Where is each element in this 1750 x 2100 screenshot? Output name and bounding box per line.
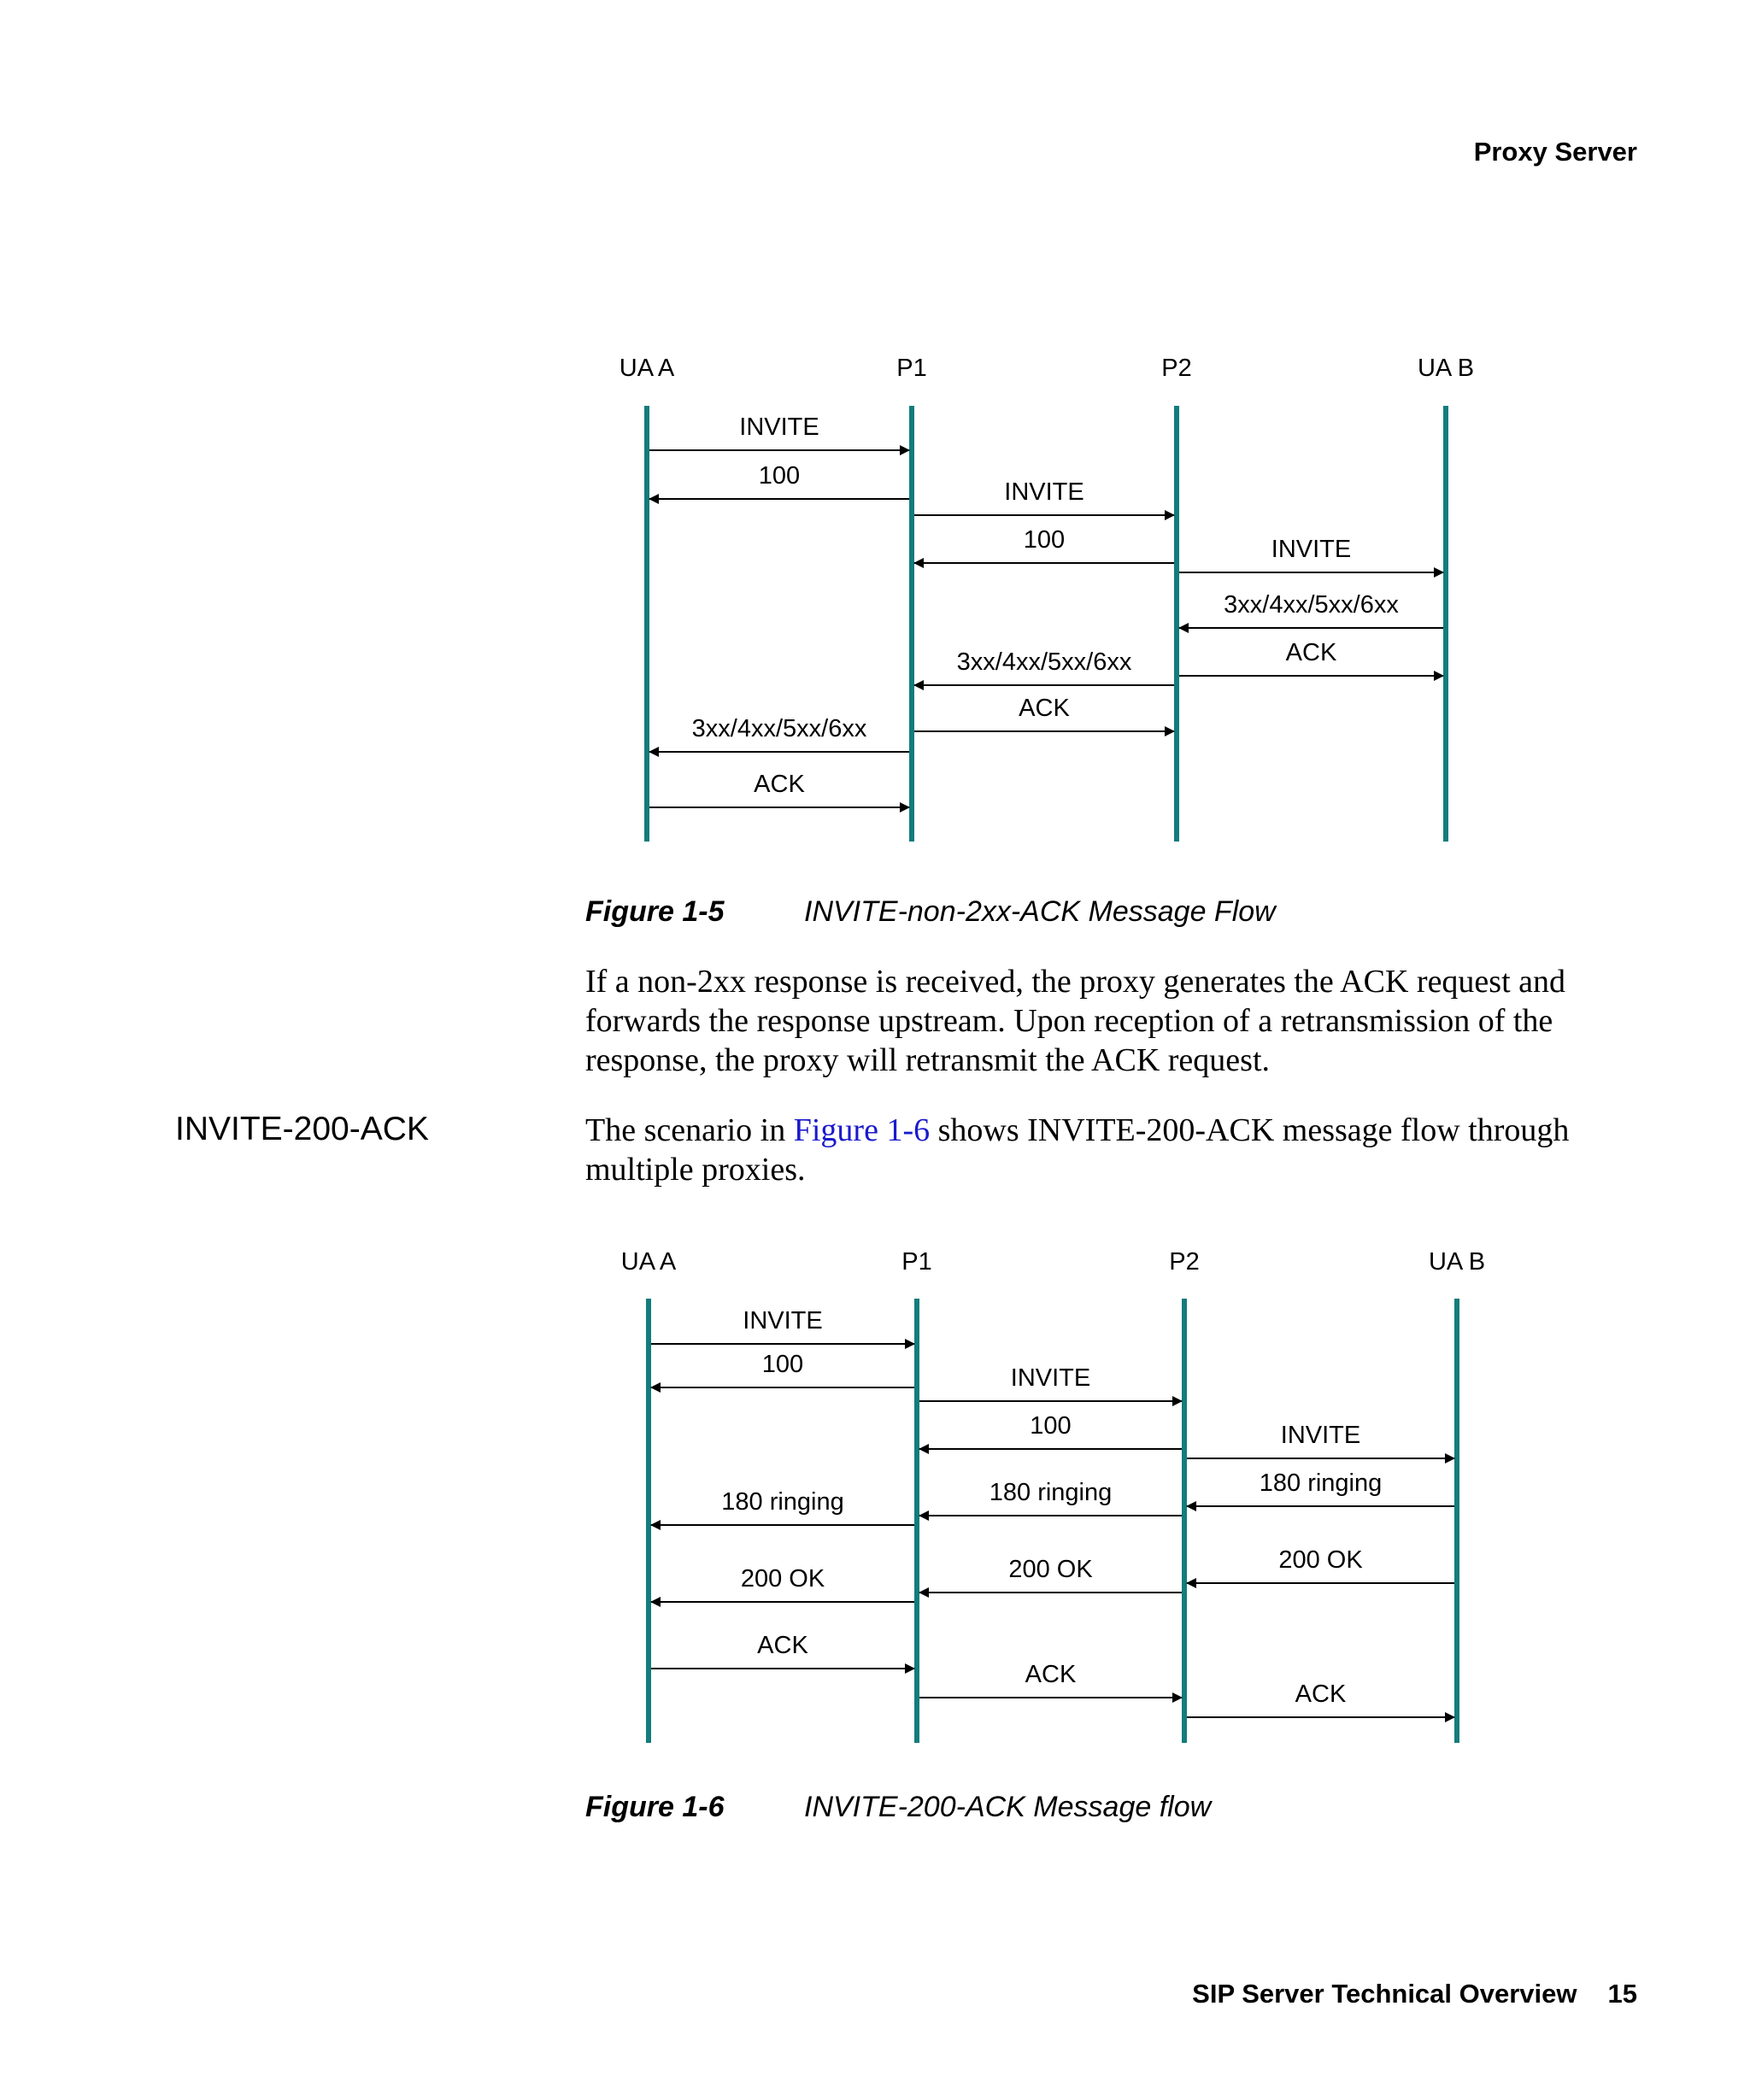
participant-label: P1 — [896, 355, 927, 382]
message-label: INVITE — [1271, 536, 1352, 563]
figure-1-5-title: INVITE-non-2xx-ACK Message Flow — [804, 895, 1276, 928]
message-label: 100 — [758, 462, 801, 490]
footer-doc-title: SIP Server Technical Overview — [1192, 1979, 1577, 2009]
paragraph-non-2xx: If a non-2xx response is received, the proxy generates the ACK request and forwards the response upstream. Upon reception of a retransmission of the response, the proxy will retransmit the ACK request. — [585, 964, 1566, 1078]
participant-label: P2 — [1161, 355, 1192, 382]
message-label: ACK — [757, 1632, 808, 1659]
figure-1-6-title: INVITE-200-ACK Message flow — [804, 1791, 1212, 1823]
participant-label: UA B — [1428, 1248, 1486, 1276]
message-label: ACK — [1025, 1661, 1077, 1688]
message-label: INVITE — [743, 1307, 823, 1334]
message-label: 180 ringing — [1259, 1469, 1383, 1497]
message-label: 100 — [761, 1351, 804, 1378]
figure-1-5-caption — [585, 895, 1276, 929]
participant-label: P1 — [901, 1248, 932, 1276]
page-footer — [1192, 1979, 1637, 2009]
message-label: 3xx/4xx/5xx/6xx — [956, 648, 1132, 676]
message-label: INVITE — [1010, 1364, 1091, 1392]
message-label: INVITE — [1004, 478, 1084, 506]
message-label: INVITE — [1280, 1422, 1361, 1449]
participant-label: UA A — [619, 355, 675, 382]
message-label: 3xx/4xx/5xx/6xx — [691, 715, 867, 742]
message-label: 180 ringing — [989, 1479, 1113, 1506]
message-label: ACK — [1285, 639, 1337, 666]
message-label: 180 ringing — [721, 1488, 844, 1516]
section-heading-invite-200-ack: INVITE-200-ACK — [175, 1111, 429, 1147]
participant-label: UA B — [1417, 355, 1475, 382]
figure-1-6-number: Figure 1-6 — [585, 1791, 725, 1823]
message-label: 200 OK — [1008, 1556, 1093, 1583]
figure-1-5-number: Figure 1-5 — [585, 895, 725, 928]
participant-label: P2 — [1169, 1248, 1200, 1276]
paragraph-text-start: The scenario in — [585, 1112, 794, 1148]
message-label: ACK — [1295, 1681, 1347, 1708]
message-label: ACK — [754, 771, 805, 798]
paragraph-invite-200-ack — [585, 1111, 1594, 1189]
message-label: 100 — [1030, 1412, 1072, 1440]
message-label: 200 OK — [740, 1565, 825, 1593]
figure-1-6-link[interactable]: Figure 1-6 — [793, 1112, 931, 1148]
message-label: 200 OK — [1278, 1546, 1363, 1574]
message-label: 3xx/4xx/5xx/6xx — [1224, 591, 1399, 619]
page-number: 15 — [1607, 1979, 1637, 2009]
figure-1-6-caption — [585, 1791, 1211, 1824]
message-label: ACK — [1019, 695, 1070, 722]
paragraph-text-end: shows INVITE-200-ACK message flow through multiple proxies. — [585, 1112, 1570, 1188]
message-label: INVITE — [739, 414, 819, 441]
message-label: 100 — [1023, 526, 1066, 554]
running-header: Proxy Server — [1473, 137, 1637, 167]
participant-label: UA A — [620, 1248, 677, 1276]
